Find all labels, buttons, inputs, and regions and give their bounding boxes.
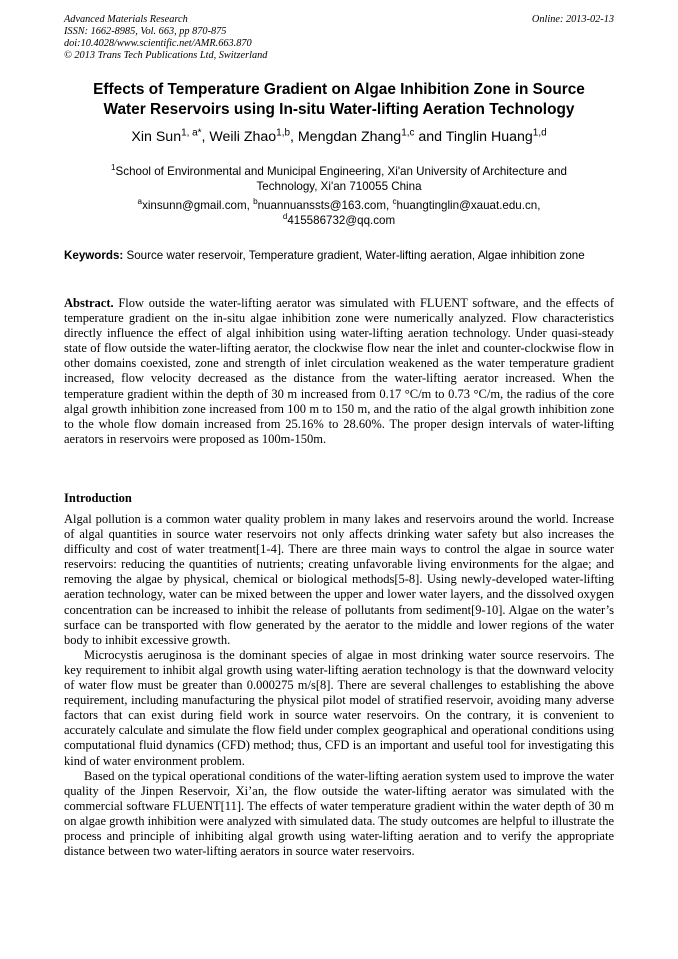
abstract-text: Flow outside the water-lifting aerator was simulated with FLUENT software, and the effects of temperature gradient on the in-situ algae inhibition zone were numerically analyzed. Flow characteristics directly influence the effect of algal inhibition using water-lifting aeration technology. Under quasi-steady state of flow outside the water-lifting aerator, the clockwise flow near the inlet and counter-clockwise flow in other domains coexisted, zone and strength of inlet circulation weakened as the water temperature gradient increased, flow velocity decreased as the distance from the water-lifting aerator increased. When the temperature gradient within the depth of 30 m increased from 0.17 °C/m to 0.73 °C/m, the radius of the core algal growth inhibition zone increased from 100 m to 150 m, and the ratio of the algal growth inhibition zone to the whole flow domain increased from 25.16% to 28.60%. The proper design intervals of water-lifting aerators in reservoirs were proposed as 100m-150m.	[64, 296, 614, 446]
journal-name: Advanced Materials Research	[64, 14, 188, 25]
introduction-body	[64, 512, 614, 859]
copyright-line: © 2013 Trans Tech Publications Ltd, Switzerland	[64, 50, 268, 61]
email-sup: d	[282, 212, 288, 222]
author-sup: 1, a*	[181, 127, 202, 139]
title-line-1: Effects of Temperature Gradient on Algae Inhibition Zone in Source	[93, 81, 585, 98]
paragraph: Algal pollution is a common water quality problem in many lakes and reservoirs around the world. Increase of algal quantities in source water reservoirs not only affects drinking water safety but also increases the difficulty and cost of water treatment[1-4]. There are three main ways to control the algae in source water reservoirs: reducing the quantities of nutrients; creating unfavorable living environments for the algae; and removing the algae by physical, chemical or biological methods[5-8]. Using newly-developed water-lifting aeration technology, water can be mixed between the upper and lower water layers, and the dissolved oxygen concentration can be increased to inhibit the release of pollutants from sediment[9-10]. Algae on the water’s surface can be transported with flow generated by the aerator to the middle and lower regions of the water body to inhibit excessive growth.	[64, 512, 614, 647]
abstract	[64, 296, 614, 447]
affiliation-sup: 1	[111, 163, 116, 173]
affiliation-line-2: Technology, Xi'an 710055 China	[256, 180, 422, 193]
keywords-text: Source water reservoir, Temperature gradient, Water-lifting aeration, Algae inhibition zone	[123, 249, 585, 262]
affiliation-line-1: School of Environmental and Municipal Engineering, Xi'an University of Architecture and	[115, 165, 567, 178]
email-sup: a	[137, 197, 143, 207]
section-heading-introduction: Introduction	[64, 491, 132, 505]
author-name: Tinglin Huang	[445, 129, 533, 145]
email-a: xinsunn@gmail.com,	[142, 199, 254, 212]
author-sep: ,	[289, 129, 298, 145]
abstract-label: Abstract.	[64, 296, 114, 310]
author-name: Mengdan Zhang	[297, 129, 402, 145]
affiliation	[64, 164, 614, 194]
author-sep: ,	[201, 129, 210, 145]
paragraph: Based on the typical operational conditions of the water-lifting aeration system used to improve the water quality of the Jinpen Reservoir, Xi’an, the flow outside the water-lifting aerator was simulated with the commercial software FLUENT[11]. The effects of water temperature gradient within the water depth of 30 m on algae growth inhibition were analyzed with simulated data. The study outcomes are helpful to illustrate the process and principle of inhibiting algal growth using water-lifting aeration and to verify the appropriate distance between two water-lifting aerators in source water reservoirs.	[64, 768, 614, 859]
author-name: Xin Sun	[131, 129, 182, 145]
online-date: Online: 2013-02-13	[531, 14, 614, 25]
author-sup: 1,b	[276, 127, 290, 139]
author-name: Weili Zhao	[209, 129, 277, 145]
keywords	[64, 249, 614, 263]
email-sup: b	[253, 197, 258, 207]
email-c: huangtinglin@xauat.edu.cn,	[396, 199, 541, 212]
email-sup: c	[392, 197, 397, 207]
author-list	[64, 128, 614, 146]
journal-header	[64, 14, 614, 62]
email-list	[64, 198, 614, 228]
email-b: nuannuanssts@163.com,	[257, 199, 393, 212]
author-sup: 1,d	[532, 127, 547, 139]
author-sep: and	[414, 129, 446, 145]
keywords-label: Keywords:	[64, 249, 124, 262]
paragraph: Microcystis aeruginosa is the dominant species of algae in most drinking water source reservoirs. The key requirement to inhibit algal growth using water-lifting aeration technology is that the downward velocity of water flow must be greater than 0.000275 m/s[8]. There are several challenges to establishing the above requirement, including manufacturing the physical pilot model of stratified reservoir, avoiding many adverse factors that can exist during field work in source water reservoirs. On the contrary, it is convenient to accurately calculate and simulate the flow field under complex geographical and operational conditions using computational fluid dynamics (CFD) method; thus, CFD is an important and useful tool for investigating this kind of water environment problem.	[64, 647, 614, 768]
title-line-2: Water Reservoirs using In-situ Water-lifting Aeration Technology	[103, 101, 575, 118]
email-d: 415586732@qq.com	[287, 214, 396, 227]
issn-line: ISSN: 1662-8985, Vol. 663, pp 870-875	[64, 26, 227, 37]
doi-line: doi:10.4028/www.scientific.net/AMR.663.870	[64, 38, 252, 49]
author-sup: 1,c	[401, 127, 415, 139]
paper-title	[64, 80, 614, 120]
